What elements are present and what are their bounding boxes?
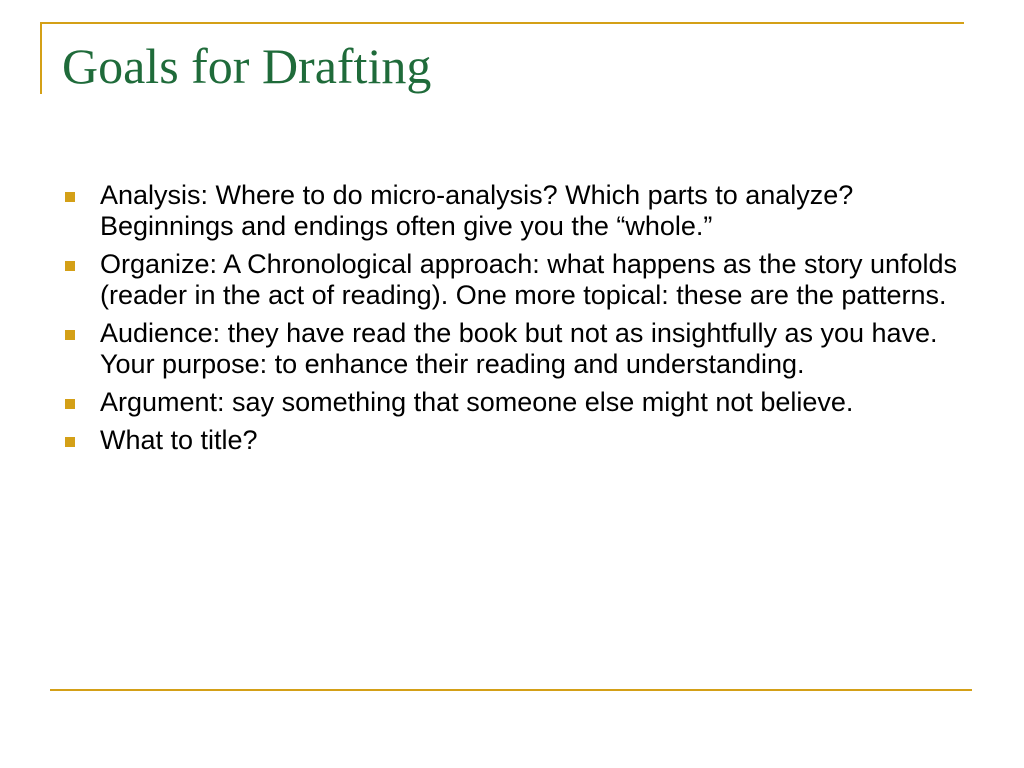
left-border-line — [40, 22, 42, 94]
square-bullet-icon — [65, 399, 75, 409]
bullet-text: Audience: they have read the book but not as insightfully as you have. Your purpose: to enhance their reading and understanding. — [100, 318, 938, 379]
bullet-text: Analysis: Where to do micro-analysis? Which parts to analyze? Beginnings and endings often give you the “whole.” — [100, 180, 854, 241]
bullet-text: Organize: A Chronological approach: what happens as the story unfolds (reader in the act of reading). One more topical: these are the patterns. — [100, 249, 958, 310]
slide-title: Goals for Drafting — [62, 38, 432, 94]
bullet-text: What to title? — [100, 425, 258, 455]
bullet-item — [62, 318, 967, 380]
bullet-item — [62, 387, 967, 418]
square-bullet-icon — [65, 437, 75, 447]
bullet-item — [62, 425, 967, 456]
top-border-line — [40, 22, 964, 24]
bullet-item — [62, 249, 967, 311]
bullet-item — [62, 180, 967, 242]
square-bullet-icon — [65, 192, 75, 202]
bottom-border-line — [50, 689, 972, 691]
square-bullet-icon — [65, 261, 75, 271]
square-bullet-icon — [65, 330, 75, 340]
bullet-text: Argument: say something that someone else might not believe. — [100, 387, 854, 417]
bullet-list — [62, 180, 967, 463]
